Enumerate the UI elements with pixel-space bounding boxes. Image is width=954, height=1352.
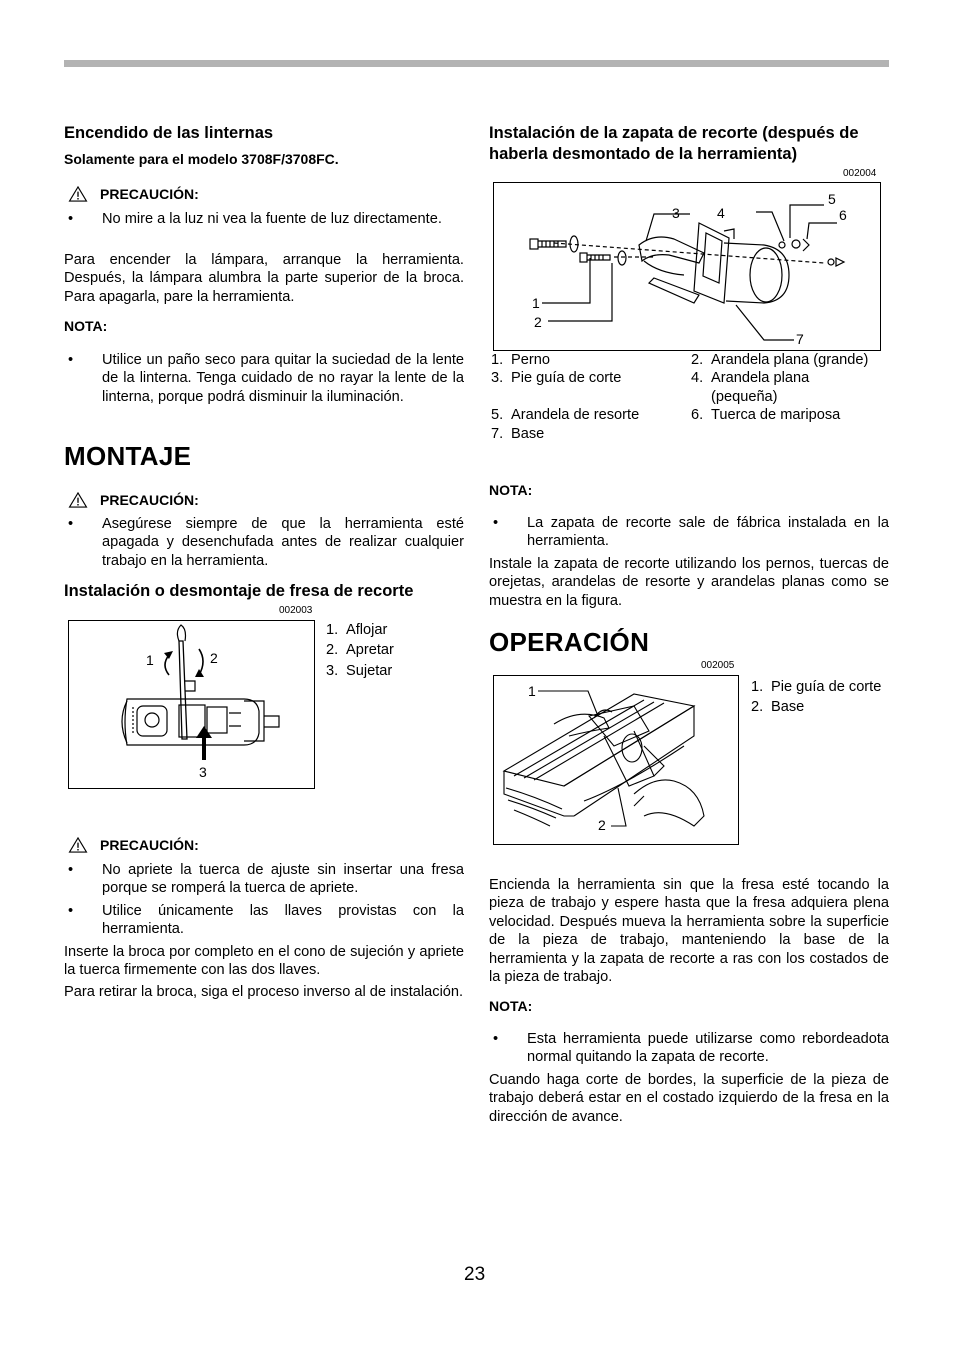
figure-code: 002005 <box>701 660 735 671</box>
figure-bit-install <box>68 620 315 789</box>
legend-item: 4. Arandela plana (pequeña) <box>691 370 810 405</box>
legend-item: 2. Apretar <box>326 642 394 659</box>
callout-1: 1 <box>532 295 540 311</box>
legend-item: 1. Aflojar <box>326 622 388 638</box>
figure-code: 002004 <box>843 168 877 179</box>
caution-label: PRECAUCIÓN: <box>100 186 199 202</box>
bullet-icon: • <box>68 903 74 919</box>
callout-2: 2 <box>598 817 606 833</box>
caution-block-2 <box>68 492 199 508</box>
caution-label: PRECAUCIÓN: <box>100 837 199 853</box>
callout-1: 1 <box>146 652 154 668</box>
figure-code: 002003 <box>279 605 313 616</box>
legend-item: 7. Base <box>491 425 545 442</box>
warning-icon <box>68 837 88 853</box>
legend-item: 5. Arandela de resorte <box>491 407 640 424</box>
legend-item: 3. Sujetar <box>326 662 393 679</box>
caution-item: • Asegúrese siempre de que la herramienta esté apagada y desenchufada antes de realizar cualquier trabajo en la herramienta. <box>64 515 464 570</box>
bullet-icon: • <box>68 862 74 878</box>
warning-icon <box>68 492 88 508</box>
callout-1: 1 <box>528 683 536 699</box>
remove-paragraph: Para retirar la broca, siga el proceso inverso al de instalación. <box>64 984 464 1000</box>
lanterns-model-note: Solamente para el modelo 3708F/3708FC. <box>64 151 339 167</box>
callout-2: 2 <box>210 650 218 666</box>
legend-item: 6. Tuerca de mariposa <box>691 407 841 424</box>
operacion-heading: OPERACIÓN <box>489 627 650 657</box>
lanterns-heading: Encendido de las linternas <box>64 124 274 142</box>
bullet-icon: • <box>68 211 74 227</box>
operation-paragraph: Encienda la herramienta sin que la fresa esté tocando la pieza de trabajo y espere hasta que la fresa adquiera plena velocidad. Después mueva la herramienta sobre la superficie de la pieza de trabajo, manteniendo la base de la herramienta y la zapata de recorte a ras con los costados de la pieza de trabajo. <box>489 877 889 986</box>
router-bit-illustration <box>69 621 314 788</box>
figure-legend <box>491 351 889 443</box>
callout-6: 6 <box>839 207 847 223</box>
caution-label: PRECAUCIÓN: <box>100 492 199 508</box>
legend-item: 1. Perno <box>491 352 550 368</box>
caution-item: • Utilice únicamente las llaves provistas con la herramienta. <box>64 902 464 939</box>
insert-paragraph: Inserte la broca por completo en el cono de sujeción y apriete la tuerca firmemente con las dos llaves. <box>64 944 464 979</box>
legend-item: 3. Pie guía de corte <box>491 370 622 387</box>
bullet-icon: • <box>68 516 74 532</box>
note-label: NOTA: <box>489 482 533 498</box>
legend-item: 2. Arandela plana (grande) <box>691 352 869 368</box>
header-rule <box>64 60 889 67</box>
montaje-heading: MONTAJE <box>64 441 192 471</box>
callout-5: 5 <box>828 191 836 207</box>
note-item: • Esta herramienta puede utilizarse como rebordeadota normal quitando la zapata de recorte. <box>489 1030 889 1067</box>
caution-item: • No mire a la luz ni vea la fuente de luz directamente. <box>64 210 464 228</box>
bullet-icon: • <box>493 1031 499 1047</box>
note-label: NOTA: <box>489 998 533 1014</box>
warning-icon <box>68 186 88 202</box>
caution-block-3 <box>68 837 199 853</box>
shoe-install-paragraph: Instale la zapata de recorte utilizando los pernos, tuercas de orejetas, arandelas de resorte y arandelas planas como se muestra en la figura. <box>489 556 889 609</box>
bullet-icon: • <box>493 515 499 531</box>
figure-legend <box>326 621 464 680</box>
install-bit-heading: Instalación o desmontaje de fresa de recorte <box>64 582 414 600</box>
caution-item: • No apriete la tuerca de ajuste sin insertar una fresa porque se romperá la tuerca de apriete. <box>64 861 464 898</box>
lanterns-paragraph: Para encender la lámpara, arranque la herramienta. Después, la lámpara alumbra la parte superior de la broca. Para apagarla, pare la herramienta. <box>64 252 464 305</box>
note-item: • Utilice un paño seco para quitar la suciedad de la lente de la linterna. Tenga cuidado de no rayar la lente de la linterna, porque podrá disminuir la iluminación. <box>64 351 464 406</box>
caution-block-1 <box>68 186 199 202</box>
callout-2: 2 <box>534 314 542 330</box>
trimming-operation-illustration <box>494 676 738 844</box>
figure-operation <box>493 675 739 845</box>
callout-3: 3 <box>672 205 680 221</box>
legend-item: 1. Pie guía de corte <box>751 679 882 695</box>
callout-3: 3 <box>199 764 207 780</box>
page-number: 23 <box>464 1264 486 1285</box>
legend-item: 2. Base <box>751 699 805 716</box>
edge-cutting-paragraph: Cuando haga corte de bordes, la superficie de la pieza de trabajo deberá estar en el costado izquierdo de la fresa en la dirección de avance. <box>489 1072 889 1125</box>
trimmer-shoe-illustration <box>494 183 880 350</box>
note-label: NOTA: <box>64 318 108 334</box>
callout-4: 4 <box>717 205 725 221</box>
shoe-install-heading: Instalación de la zapata de recorte (después de haberla desmontado de la herramienta) <box>489 124 859 163</box>
figure-legend <box>751 678 889 717</box>
callout-7: 7 <box>796 331 804 347</box>
note-item: • La zapata de recorte sale de fábrica instalada en la herramienta. <box>489 514 889 551</box>
figure-shoe-install <box>493 182 881 351</box>
bullet-icon: • <box>68 352 74 368</box>
